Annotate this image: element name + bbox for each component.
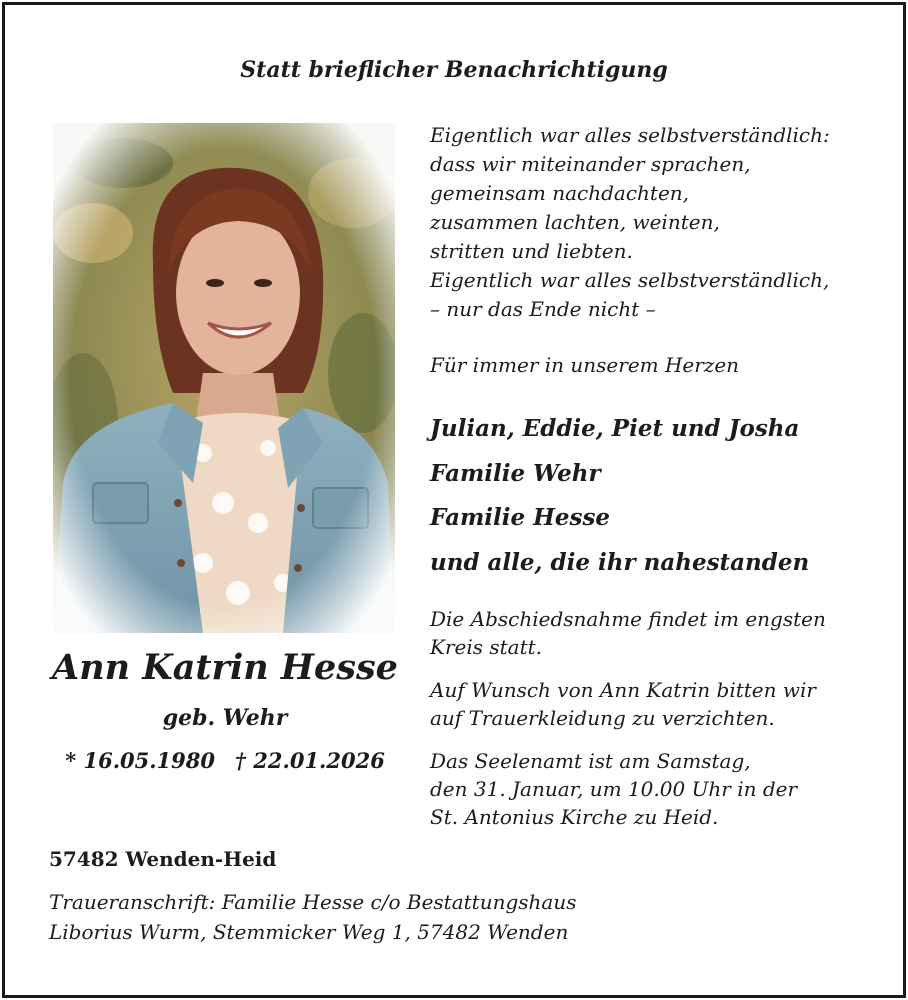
deceased-name: Ann Katrin Hesse — [52, 647, 398, 688]
deceased-location: 57482 Wenden-Heid — [49, 847, 277, 871]
poem-line: Eigentlich war alles selbstverständlich, — [430, 268, 830, 292]
poem — [430, 121, 890, 324]
mourner: Familie Wehr — [430, 459, 601, 487]
poem-line: – nur das Ende nicht – — [430, 297, 656, 321]
mourning-address — [49, 887, 576, 947]
notice-line: Die Abschiedsnahme findet im engsten — [430, 607, 826, 631]
notice-line: St. Antonius Kirche zu Heid. — [430, 805, 719, 829]
portrait-photo — [53, 123, 395, 633]
poem-line: dass wir miteinander sprachen, — [430, 152, 751, 176]
birth-date: * 16.05.1980 — [65, 748, 215, 773]
notice-line: Kreis statt. — [430, 635, 543, 659]
portrait-illustration — [53, 123, 395, 633]
attire-notice — [430, 676, 890, 732]
notice-line: auf Trauerkleidung zu verzichten. — [430, 706, 775, 730]
death-date: † 22.01.2026 — [235, 748, 385, 773]
poem-line: stritten und liebten. — [430, 239, 633, 263]
contact-line: Traueranschrift: Familie Hesse c/o Bestattungshaus — [49, 890, 577, 914]
mourner: Familie Hesse — [430, 504, 611, 531]
poem-line: zusammen lachten, weinten, — [430, 210, 720, 234]
mourner: und alle, die ihr nahestanden — [430, 548, 810, 576]
motto: Für immer in unserem Herzen — [430, 353, 740, 377]
notice-line: den 31. Januar, um 10.00 Uhr in der — [430, 777, 798, 801]
header-title: Statt brieflicher Benachrichtigung — [240, 57, 668, 83]
mourners-list — [430, 407, 890, 585]
life-dates — [49, 748, 401, 773]
notice-line: Das Seelenamt ist am Samstag, — [430, 749, 751, 773]
poem-line: Eigentlich war alles selbstverständlich: — [430, 123, 830, 147]
obituary-frame — [2, 2, 906, 998]
mourner: Julian, Eddie, Piet und Josha — [430, 415, 800, 442]
contact-line: Liborius Wurm, Stemmicker Weg 1, 57482 Wenden — [49, 920, 569, 944]
deceased-birth-name: geb. Wehr — [162, 705, 288, 731]
farewell-notice — [430, 605, 890, 661]
notice-line: Auf Wunsch von Ann Katrin bitten wir — [430, 678, 816, 702]
poem-line: gemeinsam nachdachten, — [430, 181, 690, 205]
service-notice — [430, 747, 890, 831]
